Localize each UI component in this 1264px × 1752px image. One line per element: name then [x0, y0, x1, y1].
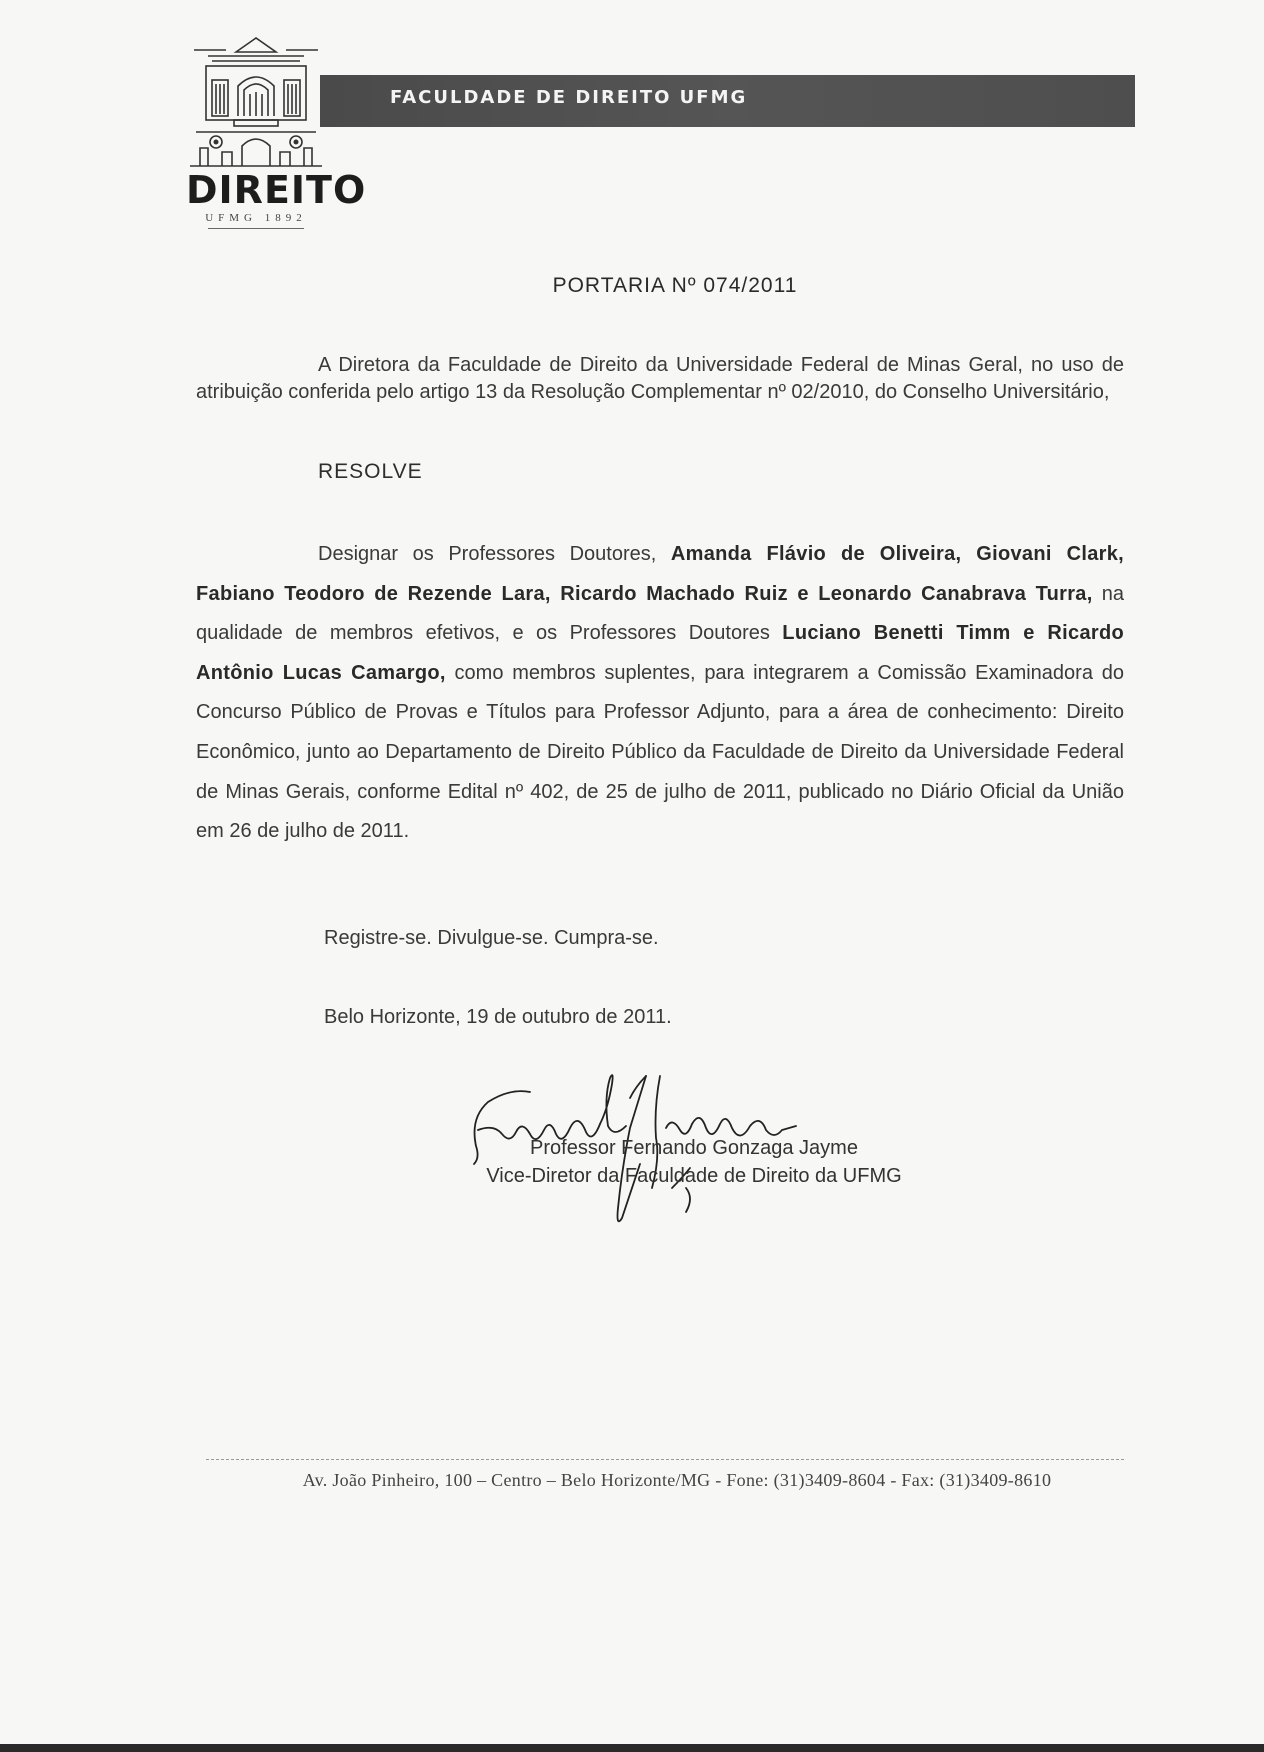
footer-divider: [206, 1459, 1124, 1460]
body-paragraph: [196, 535, 1124, 852]
body-text-part-1: Designar os Professores Doutores,: [318, 543, 671, 565]
header-title: FACULDADE DE DIREITO UFMG: [390, 87, 748, 108]
substitute-members-names: Luciano Benetti Timm e Ricardo Antônio Lucas Camargo,: [196, 622, 1124, 684]
body-text-part-2: na qualidade de membros efetivos, e os Professores Doutores: [196, 582, 1124, 645]
place-date: Belo Horizonte, 19 de outubro de 2011.: [324, 1006, 672, 1028]
signatory-role: Vice-Diretor da Faculdade de Direito da UFMG: [486, 1165, 902, 1187]
logo-underline: [208, 228, 304, 229]
footer-address: Av. João Pinheiro, 100 – Centro – Belo Horizonte/MG - Fone: (31)3409-8604 - Fax: (31)3409-8610: [302, 1470, 1052, 1490]
resolve-heading: RESOLVE: [318, 460, 423, 483]
intro-paragraph: A Diretora da Faculdade de Direito da Universidade Federal de Minas Geral, no uso de atribuição conferida pelo artigo 13 da Resolução Complementar nº 02/2010, do Conselho Universitário,: [196, 354, 1124, 403]
faculty-logo: [186, 36, 367, 232]
document-title: PORTARIA Nº 074/2011: [552, 274, 798, 297]
logo-wordmark: DIREITO: [186, 168, 367, 212]
faculty-building-emblem-icon: [186, 36, 326, 170]
scan-bottom-edge: [0, 1744, 1264, 1752]
body-text-part-3: como membros suplentes, para integrarem a Comissão Examinadora do Concurso Público de Provas e Títulos para Professor Adjunto, para a área de conhecimento: Direito Econômico, junto ao Departamento de Direito Público da Faculdade de Direito da Universidade Federal de Minas Gerais, conforme Edital nº 402, de 25 de julho de 2011, publicado no Diário Oficial da União em 26 de julho de 2011.: [196, 661, 1124, 843]
logo-subtitle: UFMG 1892: [205, 212, 307, 224]
signatory-name: Professor Fernando Gonzaga Jayme: [530, 1137, 858, 1159]
header-bar: [320, 75, 1135, 127]
effective-members-names: Amanda Flávio de Oliveira, Giovani Clark, Fabiano Teodoro de Rezende Lara, Ricardo Machado Ruiz e Leonardo Canabrava Turra,: [196, 543, 1124, 605]
closing-line: Registre-se. Divulgue-se. Cumpra-se.: [324, 927, 659, 949]
